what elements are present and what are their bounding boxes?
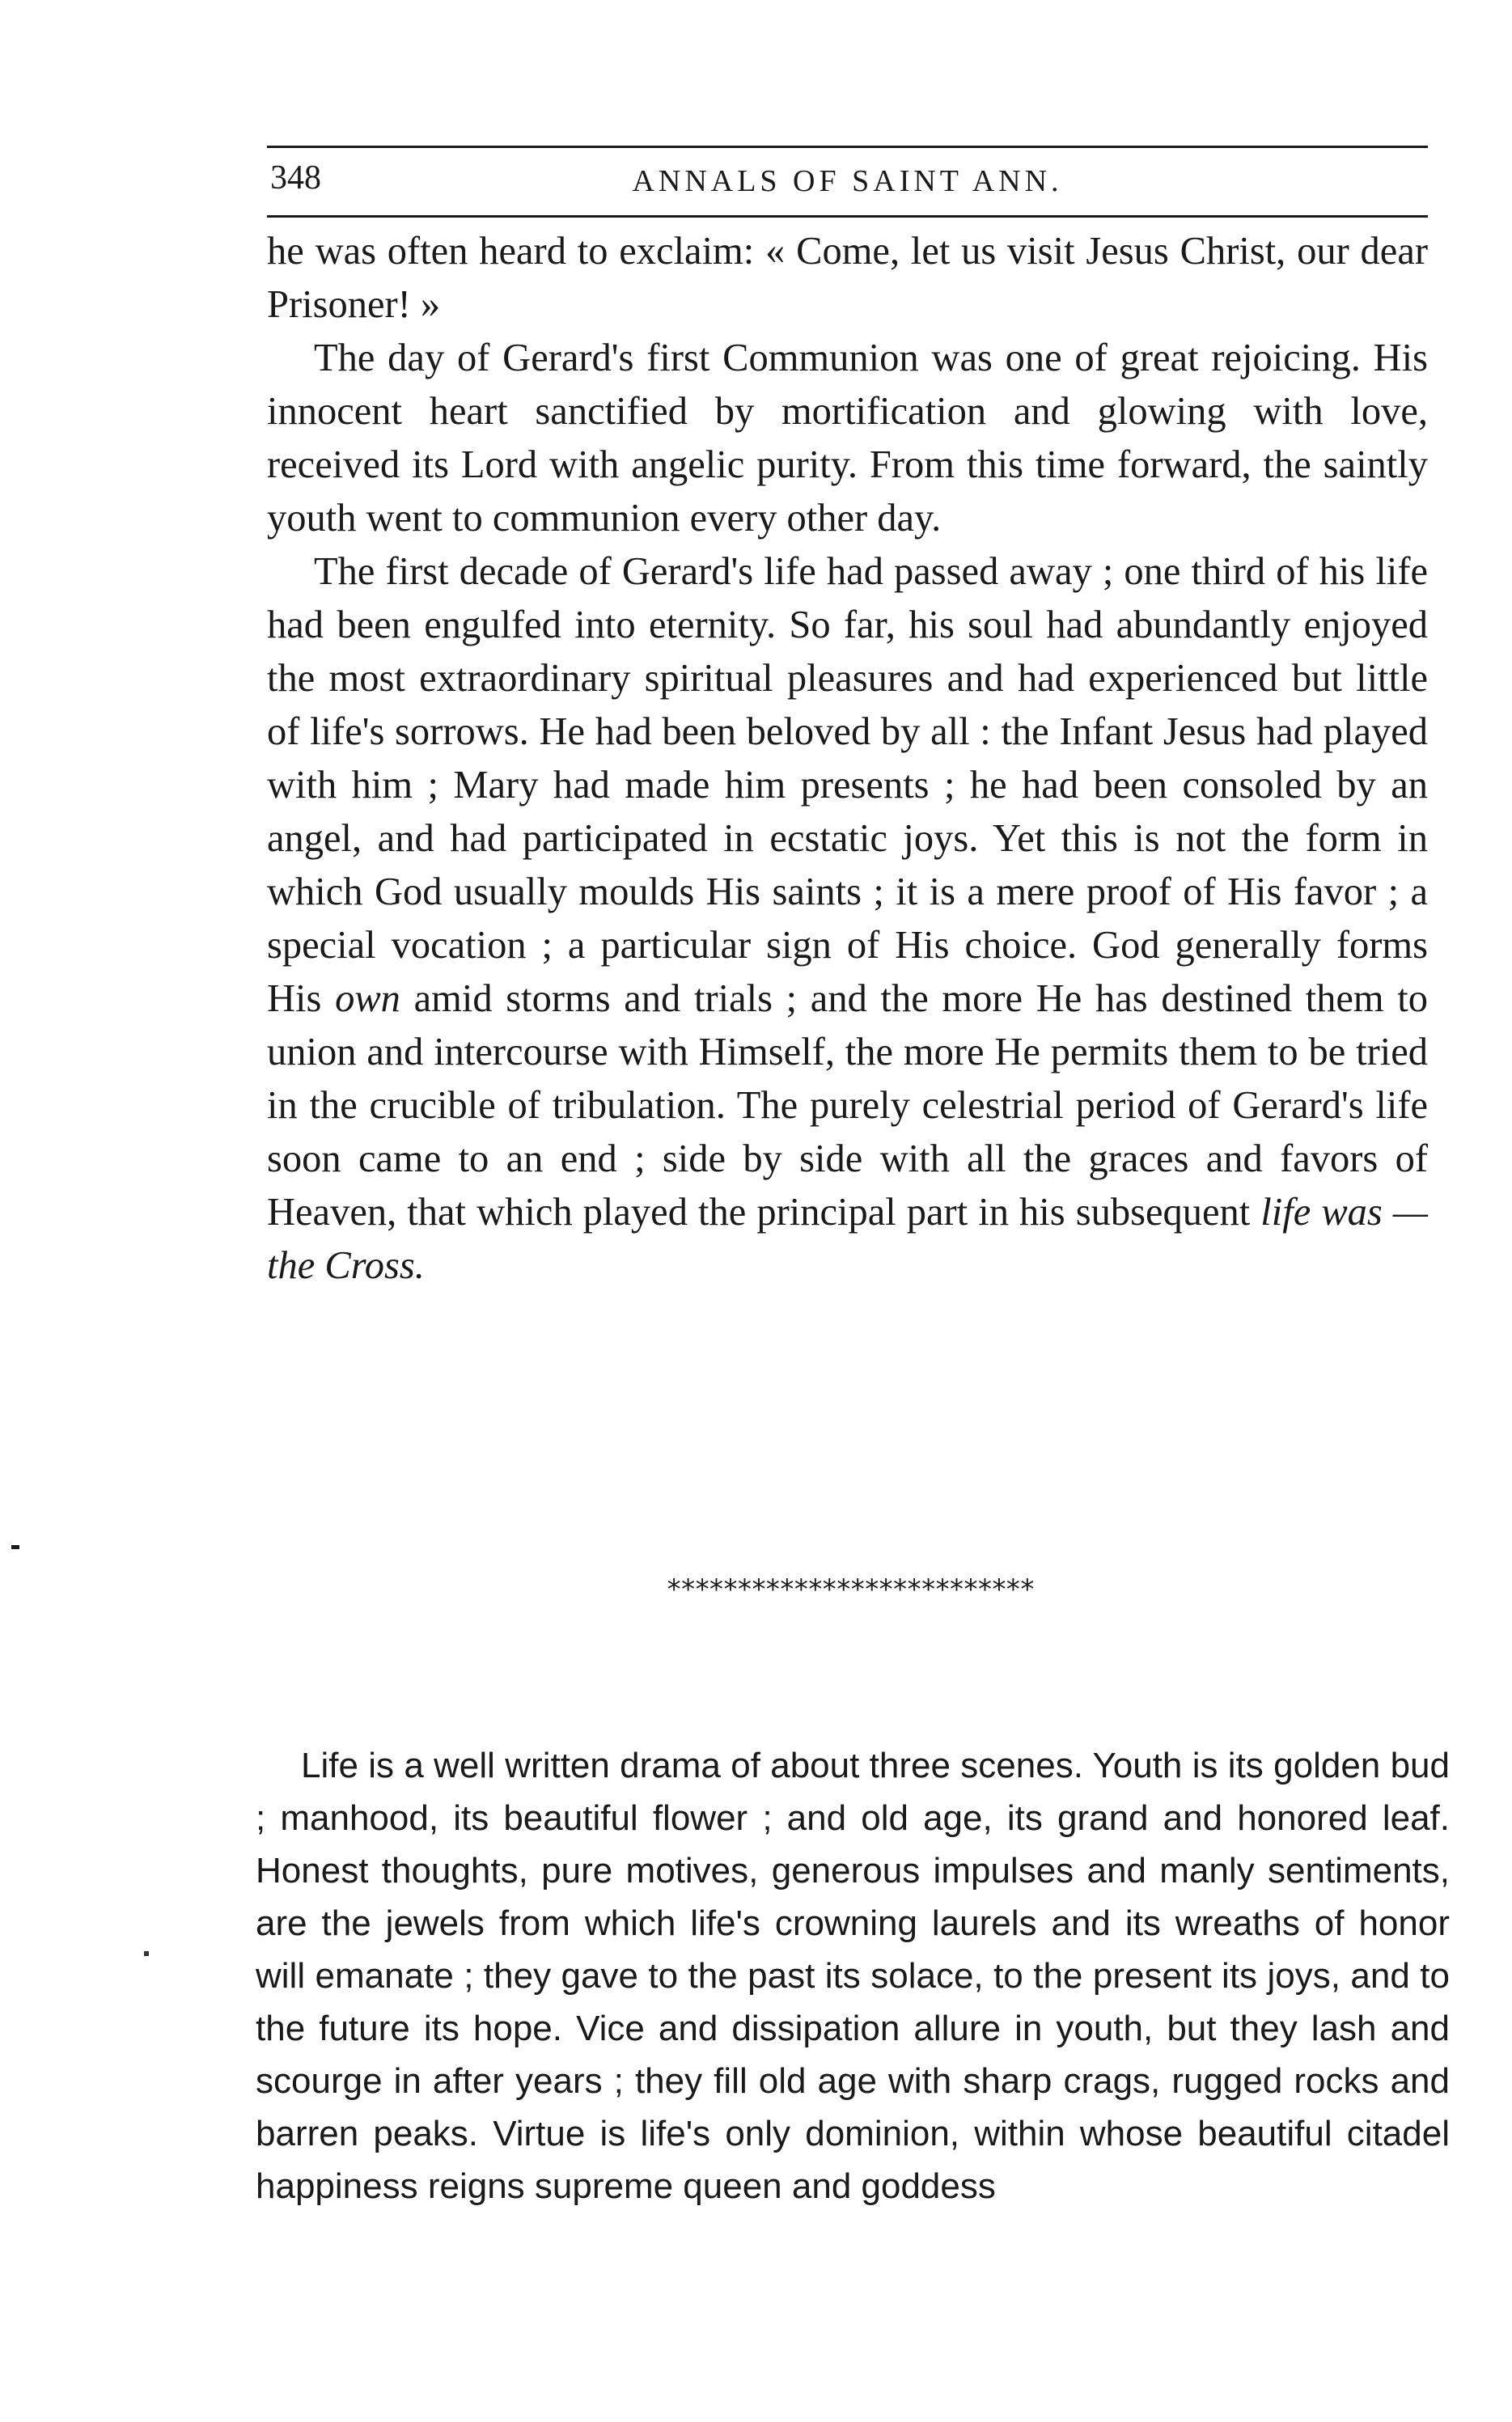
paragraph-first-communion: The day of Gerard's first Communion was one of great rejoicing. His innocent heart sanctified by mortification and glowing with love, received its Lord with angelic purity. From this time forward, the saintly youth went to communion every other day. bbox=[267, 337, 1428, 540]
top-rule bbox=[267, 146, 1428, 148]
margin-mark bbox=[144, 1951, 149, 1956]
paragraph-text: amid storms and trials ; and the more He has destined them to union and intercourse with Himself, the more He permits them to be tried in the crucible of tribulation. The purely celestrial period of Gerard's life soon came to an end ; side by side with all the graces and favors of Heaven, that which played the principal part in his subsequent bbox=[267, 977, 1429, 1234]
paragraph-first-decade bbox=[267, 545, 1428, 1293]
emphasis-the-cross: life was — the Cross. bbox=[267, 1191, 1428, 1287]
running-head: ANNALS OF SAINT ANN. bbox=[632, 164, 1063, 198]
page-header bbox=[267, 154, 1428, 210]
main-text bbox=[267, 225, 1428, 1293]
quote-paragraph: Life is a well written drama of about three scenes. Youth is its golden bud ; manhood, its beautiful flower ; and old age, its grand and honored leaf. Honest thoughts, pure motives, generous impulses and manly sentiments, are the jewels from which life's crowning laurels and its wreaths of honor will emanate ; they gave to the past its solace, to the present its joys, and to the future its hope. Vice and dissipation allure in youth, but they lash and scourge in after years ; they fill old age with sharp crags, rugged rocks and barren peaks. Virtue is life's only dominion, within whose beautiful citadel happiness reigns supreme queen and goddess bbox=[256, 1746, 1450, 2206]
paragraph-continued: he was often heard to exclaim: « Come, let us visit Jesus Christ, our dear Prisoner! » bbox=[267, 230, 1428, 326]
emphasis-own: own bbox=[335, 977, 400, 1020]
quote-block bbox=[256, 1739, 1450, 2212]
page-number: 348 bbox=[270, 159, 321, 197]
margin-mark bbox=[11, 1545, 19, 1549]
asterisk-separator: ************************** bbox=[665, 1573, 1034, 1606]
paragraph-text: The first decade of Gerard's life had passed away ; one third of his life had been engulfed into eternity. So far, his soul had abundantly enjoyed the most extraordinary spiritual pleasures and had experienced but little of life's sorrows. He had been beloved by all : the Infant Jesus had played with him ; Mary had made him presents ; he had been consoled by an angel, and had participated in ecstatic joys. Yet this is not the form in which God usually moulds His saints ; it is a mere proof of His favor ; a special vocation ; a particular sign of His choice. God generally forms His bbox=[267, 550, 1428, 1020]
header-rule bbox=[267, 215, 1428, 218]
